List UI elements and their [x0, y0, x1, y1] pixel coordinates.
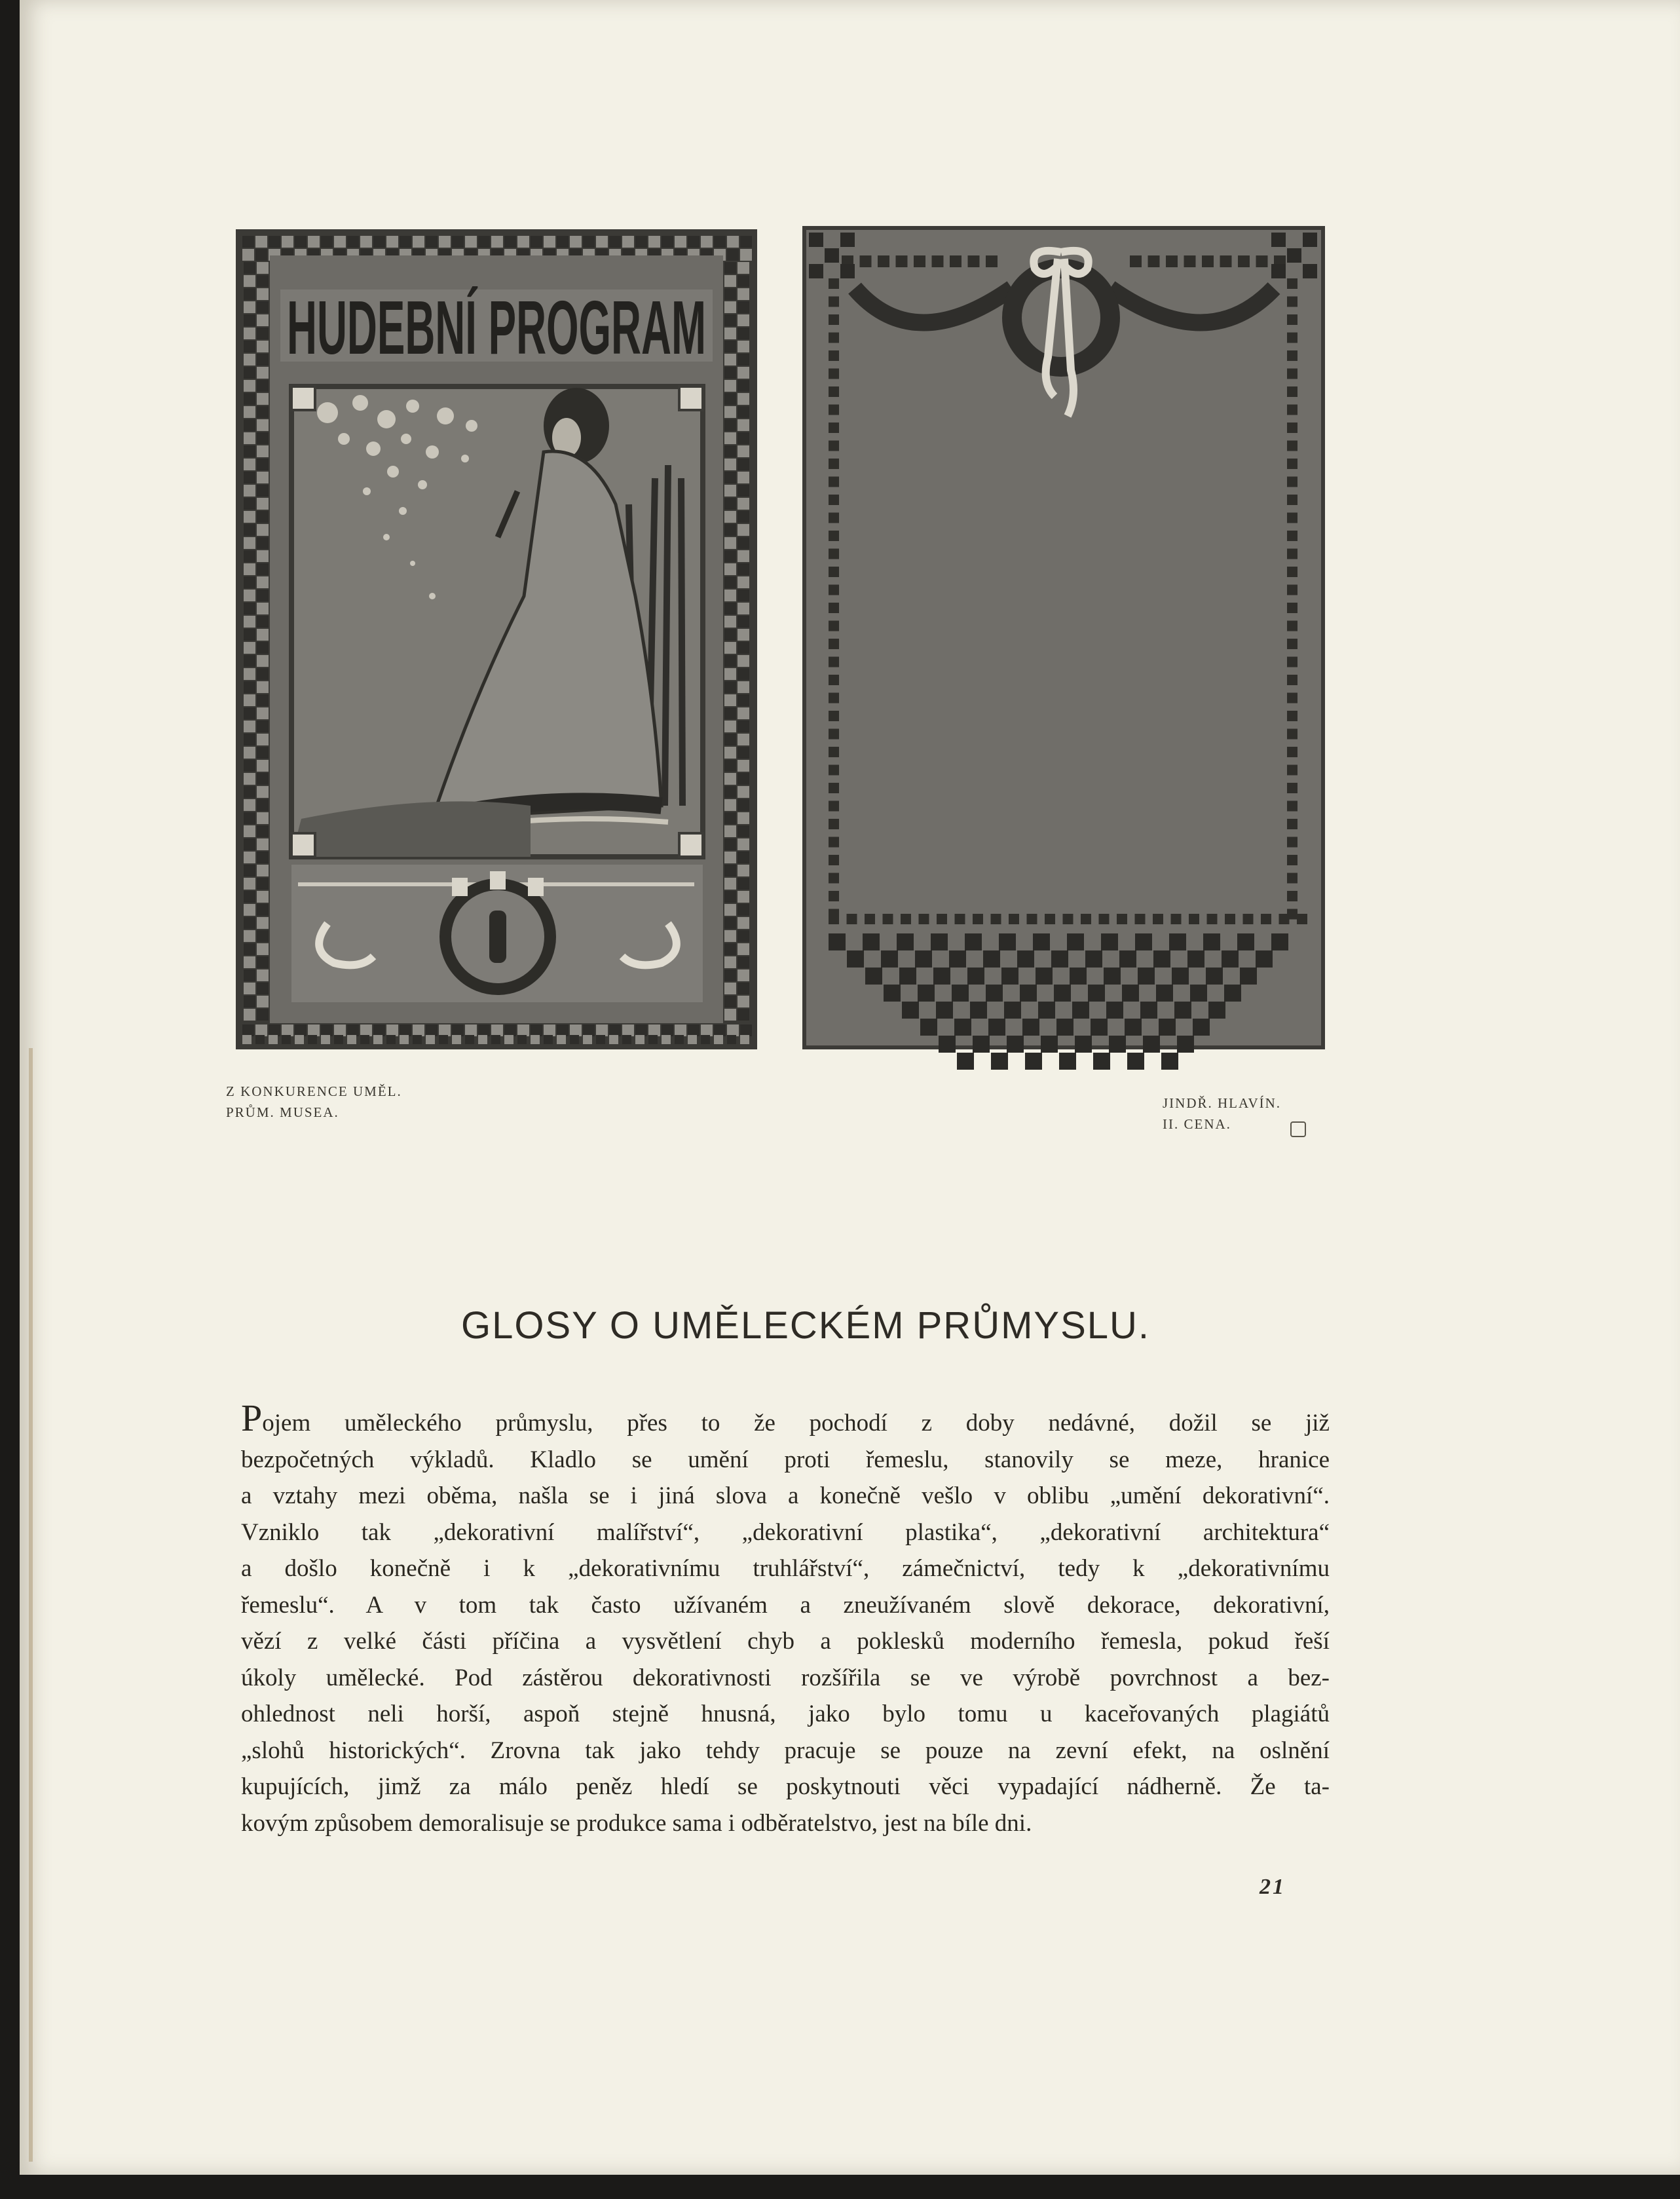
- poster-hudebni-program-image: [236, 229, 757, 1049]
- poster-jindr-hlavin-image: [802, 226, 1325, 1049]
- caption-square-mark: [1290, 1121, 1306, 1137]
- article-line: řemeslu“. A v tom tak často užívaném a zneužívaném slově dekorace, dekorativní,: [241, 1591, 1330, 1619]
- article-line: Vzniklo tak „dekorativní malířství“, „dekorativní plastika“, „dekorativní architektura“: [241, 1518, 1330, 1546]
- binding-edge: [29, 1048, 33, 2162]
- caption-right: [1163, 1093, 1281, 1135]
- article-line: ohlednost neli horší, aspoň stejně hnusná, jako bylo tomu u kaceřovaných plagiátů: [241, 1701, 1330, 1727]
- caption-right-line-2: II. CENA.: [1163, 1116, 1231, 1132]
- article-title: GLOSY O UMĚLECKÉM PRŮMYSLU.: [460, 1304, 1151, 1347]
- article-line: kovým způsobem demoralisuje se produkce sama i odběratelstvo, jest na bíle dni.: [241, 1809, 1032, 1837]
- caption-left-line-2: PRŮM. MUSEA.: [226, 1104, 339, 1120]
- poster-jindr-hlavin: [802, 226, 1325, 1049]
- article-line: kupujících, jimž za málo peněz hledí se poskytnouti věci vypadající nádherně. Že ta-: [241, 1773, 1330, 1800]
- article-line: Pojem uměleckého průmyslu, přes to že pochodí z doby nedávné, dožil se již: [241, 1397, 1330, 1439]
- article-line: „slohů historických“. Zrovna tak jako tehdy pracuje se pouze na zevní efekt, na oslnění: [241, 1737, 1330, 1764]
- article-line: a vztahy mezi oběma, našla se i jiná slova a konečně vešlo v oblibu „umění dekorativní“.: [241, 1482, 1330, 1509]
- poster-title-text: HUDEBNÍ PROGRAM: [287, 285, 706, 370]
- caption-right-line-1: JINDŘ. HLAVÍN.: [1163, 1095, 1282, 1111]
- page-number: 21: [1260, 1875, 1286, 1899]
- article-line: vězí z velké části příčina a vysvětlení chyb a poklesků moderního řemesla, pokud řeší: [241, 1628, 1330, 1655]
- caption-left-line-1: Z KONKURENCE UMĚL.: [226, 1083, 402, 1099]
- article-body: [241, 1397, 1330, 1841]
- drop-cap: P: [241, 1397, 263, 1439]
- article-line: úkoly umělecké. Pod zástěrou dekorativnosti rozšířila se ve výrobě povrchnost a bez-: [241, 1664, 1330, 1691]
- article-line: bezpočetných výkladů. Kladlo se umění proti řemeslu, stanovily se meze, hranice: [241, 1446, 1330, 1473]
- caption-left: [226, 1081, 402, 1123]
- article-line: a došlo konečně i k „dekorativnímu truhlářství“, zámečnictví, tedy k „dekorativnímu: [241, 1555, 1330, 1582]
- book-page: [20, 0, 1680, 2175]
- poster-hudebni-program: [236, 229, 757, 1049]
